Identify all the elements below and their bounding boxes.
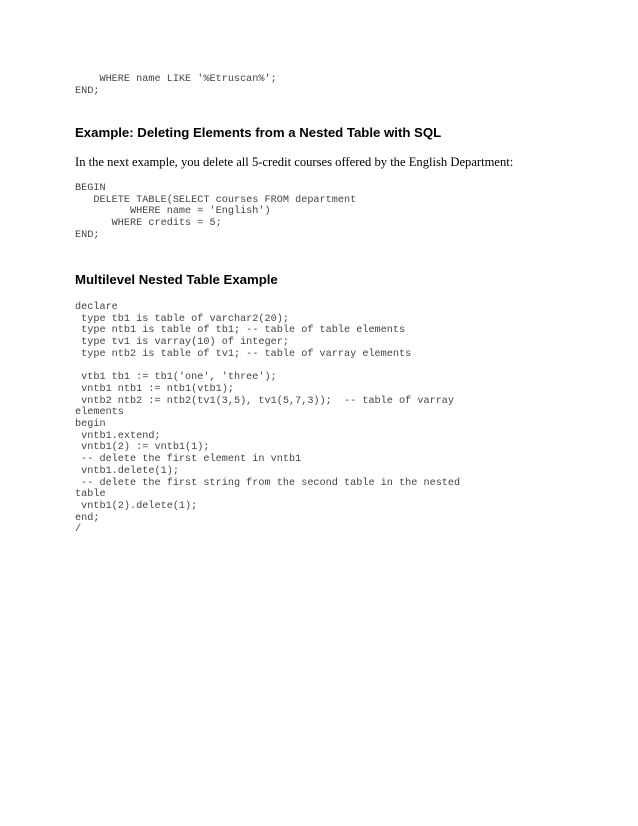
code-line: DELETE TABLE(SELECT courses FROM department (75, 194, 357, 206)
code-line: table (75, 489, 106, 501)
code-line: end; (75, 512, 100, 524)
code-block-multilevel (75, 302, 460, 536)
code-line: begin (75, 419, 106, 431)
code-line (75, 361, 460, 373)
code-line: elements (75, 407, 124, 419)
code-line: WHERE name = 'English') (75, 206, 271, 218)
code-line: vtb1 tb1 := tb1('one', 'three'); (75, 372, 277, 384)
section-heading-multilevel: Multilevel Nested Table Example (75, 272, 278, 287)
code-line: / (75, 524, 82, 536)
code-block-delete (75, 183, 356, 242)
code-line: vntb1.delete(1); (75, 465, 179, 477)
code-line: type tb1 is table of varchar2(20); (75, 313, 289, 325)
code-line: vntb1(2).delete(1); (75, 500, 198, 512)
code-line: type tv1 is varray(10) of integer; (75, 337, 289, 349)
code-block-top (75, 74, 277, 97)
code-line: -- delete the first element in vntb1 (75, 454, 302, 466)
code-line: -- delete the first string from the second table in the nested (75, 477, 461, 489)
code-line: vntb2 ntb2 := ntb2(tv1(3,5), tv1(5,7,3)); -- table of varray (75, 395, 455, 407)
code-line: type ntb1 is table of tb1; -- table of table elements (75, 325, 406, 337)
code-line: END; (75, 85, 100, 97)
code-line: vntb1 ntb1 := ntb1(vtb1); (75, 383, 234, 395)
code-line: END; (75, 229, 100, 241)
code-line: WHERE credits = 5; (75, 218, 222, 230)
section-heading-delete-nested: Example: Deleting Elements from a Nested Table with SQL (75, 125, 442, 140)
section-paragraph: In the next example, you delete all 5-credit courses offered by the English Department: (75, 155, 514, 169)
code-line: WHERE name LIKE '%Etruscan%'; (75, 74, 277, 85)
code-line: declare (75, 302, 118, 313)
code-line: BEGIN (75, 183, 106, 194)
code-line: type ntb2 is table of tv1; -- table of varray elements (75, 348, 412, 360)
code-line: vntb1.extend; (75, 430, 161, 442)
code-line: vntb1(2) := vntb1(1); (75, 442, 210, 454)
